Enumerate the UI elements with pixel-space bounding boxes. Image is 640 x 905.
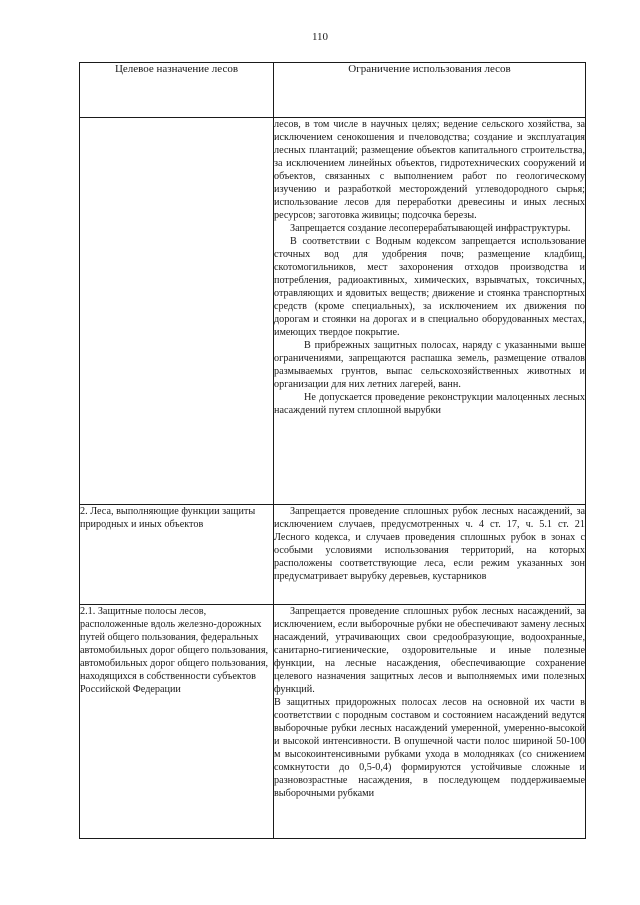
header-purpose: Целевое назначение лесов [80, 63, 274, 118]
restriction-paragraph: В соответствии с Водным кодексом запрещается использование сточных вод для удобрения почв; размещение кладбищ, скотомогильников, мест захоронения отходов производства и потребления, радиоактивных, химических, взрывчатых, токсичных, отравляющих и ядовитых веществ; движение и стоянка транспортных средств (кроме специальных), за исключением их движения по дорогам и стоянки на дорогах и в специально оборудованных местах, имеющих твердое покрытие. [274, 236, 585, 338]
restriction-paragraph: В защитных придорожных полосах лесов на основной их части в соответствии с породным составом и состоянием насаждений ведутся выборочные рубки лесных насаждений умеренной, умеренно-высокой и высокой интенсивности. В опушечной части полос шириной 50-100 м высокоинтенсивными рубками ухода в молодняках (со снижением сомкнутости до 0,5-0,4) формируются устойчивые сложные и разновозрастные насаждения, в последующем поддерживаемые выборочными рубками [274, 697, 585, 799]
table-row [80, 505, 586, 605]
restriction-paragraph: лесов, в том числе в научных целях; ведение сельского хозяйства, за исключением сенокошения и пчеловодства; создание и эксплуатация лесных плантаций; размещение объектов капитального строительства, за исключением линейных объектов, гидротехнических сооружений и объектов, связанных с выполнением работ по геологическому изучению и разработкой месторождений углеводородного сырья; использование лесов для переработки древесины и иных лесных ресурсов; заготовка живицы; подсочка березы. [274, 119, 585, 221]
forest-use-table [79, 62, 586, 839]
page-number: 110 [311, 31, 329, 43]
restriction-paragraph: Не допускается проведение реконструкции малоценных лесных насаждений путем сплошной вырубки [274, 392, 585, 416]
table-header-row [80, 63, 586, 118]
header-restrictions: Ограничение использования лесов [274, 63, 586, 118]
purpose-cell: 2. Леса, выполняющие функции защиты природных и иных объектов [80, 505, 274, 605]
table-row [80, 605, 586, 839]
restriction-paragraph: Запрещается проведение сплошных рубок лесных насаждений, за исключением случаев, предусмотренных ч. 4 ст. 17, ч. 5.1 ст. 21 Лесного кодекса, и случаев проведения сплошных рубок в зонах с особыми условиями использования территорий, на которых расположены соответствующие леса, если режим указанных зон предусматривает вырубку деревьев, кустарников [274, 506, 585, 582]
restrictions-cell [274, 118, 586, 505]
purpose-cell [80, 118, 274, 505]
restrictions-cell [274, 605, 586, 839]
restriction-paragraph: В прибрежных защитных полосах, наряду с указанными выше ограничениями, запрещаются распашка земель, размещение отвалов размываемых грунтов, выпас сельскохозяйственных животных и организации для них летних лагерей, ванн. [274, 340, 585, 390]
restriction-paragraph: Запрещается создание лесоперерабатывающей инфраструктуры. [290, 223, 571, 234]
table-row [80, 118, 586, 505]
restrictions-cell [274, 505, 586, 605]
restriction-paragraph: Запрещается проведение сплошных рубок лесных насаждений, за исключением, если выборочные рубки не обеспечивают замену лесных насаждений, утрачивающих свои средообразующие, водоохранные, санитарно-гигиенические, оздоровительные и иные полезные функции, на лесные насаждения, обеспечивающие сохранение целевого назначения защитных лесов и выполняемых ими полезных функций. [274, 606, 585, 695]
purpose-cell: 2.1. Защитные полосы лесов, расположенные вдоль железно-дорожных путей общего пользования, федеральных автомобильных дорог общего пользования, автомобильных дорог общего пользования, находящихся в собственности субъектов Российской Федерации [80, 605, 274, 839]
